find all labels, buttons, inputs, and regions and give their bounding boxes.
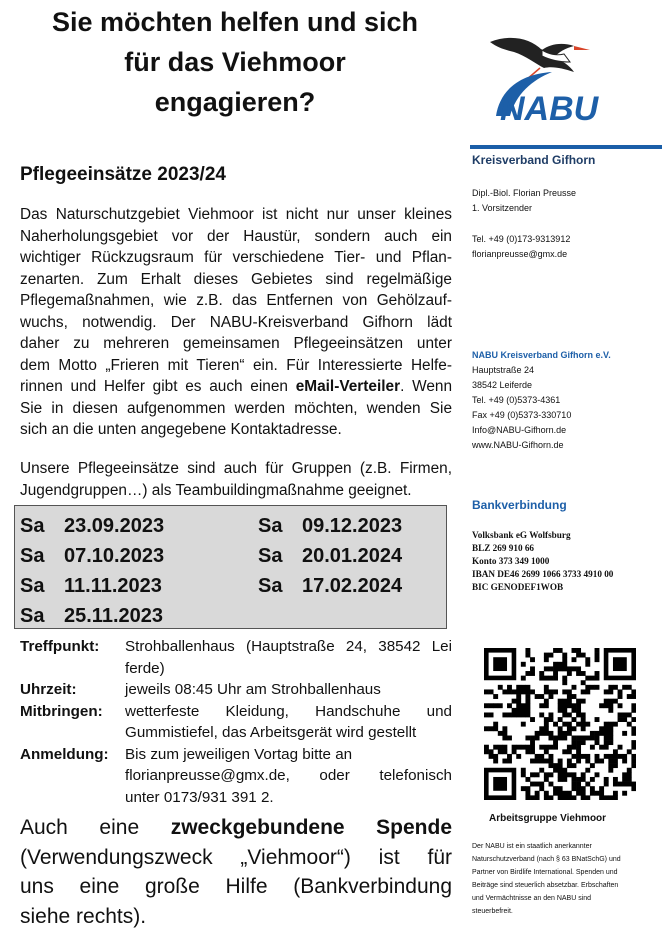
date-value: 11.11.2023 [64, 575, 162, 597]
date-weekday: Sa [258, 575, 283, 597]
org-street: Hauptstraße 24 [472, 365, 535, 375]
bank-blz: BLZ 269 910 66 [472, 543, 535, 553]
qr-code[interactable] [484, 648, 636, 800]
signup-row [20, 744, 452, 809]
org-email[interactable]: Info@NABU-Gifhorn.de [472, 425, 567, 435]
headline [20, 2, 450, 122]
date-weekday: Sa [20, 545, 45, 567]
contact-person [472, 186, 576, 216]
org-address [472, 348, 611, 453]
donation-note [20, 813, 452, 931]
org-name: NABU Kreisverband Gifhorn e.V. [472, 350, 611, 360]
nabu-logo [470, 20, 620, 130]
headline-line-1: Sie möchten helfen und sich [51, 7, 419, 37]
stork-icon [470, 20, 620, 130]
bank-bic: BIC GENODEF1WOB [472, 582, 564, 592]
contact-email[interactable]: florianpreusse@gmx.de [472, 249, 568, 259]
email-distribution-highlight: eMail-Verteiler [295, 378, 401, 395]
org-tel: Tel. +49 (0)5373-4361 [472, 395, 561, 405]
org-fax: Fax +49 (0)5373-330710 [472, 410, 572, 420]
bring-value: wetterfeste Kleidung, Handschuhe und [125, 702, 452, 720]
time-value: jeweils 08:45 Uhr am Strohballenhaus [125, 681, 381, 698]
donation-line: (Verwendungszweck „Viehmoor“) ist für [20, 845, 452, 869]
date-value: 09.12.2023 [302, 515, 403, 537]
date-entry [258, 575, 402, 598]
date-weekday: Sa [258, 515, 283, 537]
date-weekday: Sa [20, 575, 45, 597]
kreisverband-title: Kreisverband Gifhorn [472, 153, 596, 167]
date-entry [258, 515, 402, 538]
intro-line: sich an die unten angegebene Kontaktadresse. [20, 421, 342, 438]
donation-line: uns eine große Hilfe (Bankverbindung [20, 875, 452, 898]
intro-text: rinnen und Helfer gibt es auch einen [20, 378, 288, 395]
intro-line: wuchs, notwendig. Der NABU-Kreisverband Gifhorn lädt [20, 313, 452, 331]
legal-note [472, 840, 662, 918]
bank-heading: Bankverbindung [472, 498, 567, 512]
donation-text: Auch eine [20, 816, 140, 839]
groups-line: Unsere Pflegeeinsätze sind auch für Gruppen (z.B. Firmen, [20, 460, 452, 477]
bring-label: Mitbringen: [20, 702, 103, 720]
dates-box [14, 505, 447, 629]
bank-iban: IBAN DE46 2699 1066 3733 4910 00 [472, 569, 614, 579]
donation-line: siehe rechts). [20, 904, 147, 928]
date-entry [258, 545, 402, 568]
contact-tel: Tel. +49 (0)173-9313912 [472, 234, 571, 244]
qr-caption: Arbeitsgruppe Viehmoor [489, 813, 607, 824]
time-label: Uhrzeit: [20, 681, 77, 698]
date-weekday: Sa [20, 605, 45, 627]
bank-konto: Konto 373 349 1000 [472, 556, 550, 566]
date-value: 07.10.2023 [64, 545, 165, 567]
intro-line: Sie in diesen aufgenommen werden möchten, wenden Sie [20, 399, 452, 417]
meeting-point-value: Strohballenhaus (Hauptstraße 24, 38542 Lei [125, 638, 452, 655]
headline-line-2: für das Viehmoor [124, 47, 346, 77]
signup-value: florianpreusse@gmx.de, oder telefonisch [125, 767, 452, 784]
date-entry [20, 515, 164, 538]
date-value: 25.11.2023 [64, 605, 163, 627]
logo-text: NABU [500, 90, 599, 128]
intro-line: daher zu mehreren gemeinsamen Pflegeeinsätzen unter [20, 335, 452, 352]
date-value: 23.09.2023 [64, 515, 165, 537]
intro-line: wichtiger Rückzugsraum für verschiedene Tier- und Pflan- [20, 249, 452, 266]
contact-details [472, 232, 570, 262]
intro-line: zenarten. Zum Erhalt dieses Gebietes sind regelmäßige [20, 270, 452, 288]
headline-line-3: engagieren? [154, 87, 316, 117]
legal-line: und Vermächtnisse an den NABU sind [472, 895, 592, 902]
intro-text: . Wenn [400, 378, 453, 395]
intro-line: Naherholungsgebiet vor der Haustür, sondern auch ein [20, 227, 452, 245]
legal-line: steuerbefreit. [472, 908, 513, 915]
meeting-point-row [20, 636, 452, 679]
contact-role: 1. Vorsitzender [472, 203, 533, 213]
bring-value: Gummistiefel, das Arbeitsgerät wird gestellt [125, 724, 417, 741]
section-title: Pflegeeinsätze 2023/24 [20, 164, 226, 185]
date-weekday: Sa [258, 545, 283, 567]
signup-value: unter 0173/931 391 2. [125, 788, 274, 806]
event-info [20, 636, 452, 808]
legal-line: Beiträge sind steuerlich absetzbar. Erbschaften [472, 882, 619, 889]
donation-line [20, 813, 452, 843]
legal-line: Naturschutzverband (nach § 63 BNatSchG) und [472, 856, 621, 863]
meeting-point-value: ferde) [125, 659, 165, 677]
org-web[interactable]: www.NABU-Gifhorn.de [472, 440, 564, 450]
bring-row [20, 701, 452, 744]
intro-line-with-bold [20, 376, 452, 398]
groups-paragraph [20, 458, 452, 501]
org-city: 38542 Leiferde [472, 380, 533, 390]
date-value: 17.02.2024 [302, 575, 403, 597]
date-entry [20, 575, 162, 598]
date-value: 20.01.2024 [302, 545, 403, 567]
signup-label: Anmeldung: [20, 745, 109, 763]
meeting-point-label: Treffpunkt: [20, 638, 100, 655]
time-row [20, 679, 452, 701]
intro-line: Das Naturschutzgebiet Viehmoor ist nicht nur unser kleines [20, 206, 452, 223]
contact-name: Dipl.-Biol. Florian Preusse [472, 188, 577, 198]
intro-line: dem Motto „Frieren mit Tieren“ ein. Für Interessierte Helfe- [20, 356, 452, 374]
date-entry [20, 545, 164, 568]
intro-line: Pflegemaßnahmen, wie z.B. das Entfernen von Gehölzauf- [20, 292, 452, 309]
bank-details [472, 529, 613, 594]
qr-code-icon [484, 648, 636, 800]
divider-bar [470, 145, 662, 149]
bank-name: Volksbank eG Wolfsburg [472, 530, 571, 540]
legal-line: Der NABU ist ein staatlich anerkannter [472, 843, 592, 850]
legal-line: Partner von Birdlife International. Spenden und [472, 869, 618, 876]
date-entry [20, 605, 163, 628]
signup-value: Bis zum jeweiligen Vortag bitte an [125, 745, 353, 763]
date-weekday: Sa [20, 515, 45, 537]
intro-paragraph [20, 204, 452, 441]
groups-line: Jugendgruppen…) als Teambuildingmaßnahme geeignet. [20, 481, 412, 499]
donation-highlight: zweckgebundene Spende [170, 816, 453, 839]
